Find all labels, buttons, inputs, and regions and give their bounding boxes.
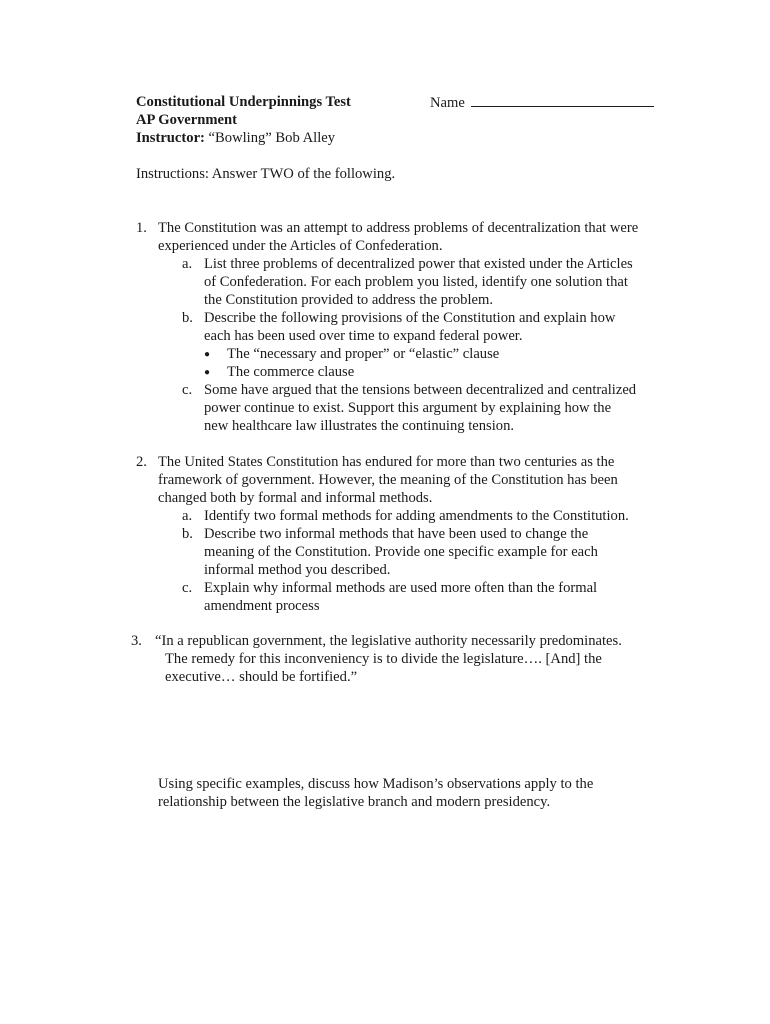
part-text-line: List three problems of decentralized power that existed under the Articles xyxy=(204,256,633,272)
part-text-line: of Confederation. For each problem you listed, identify one solution that xyxy=(204,274,628,290)
question-text-line: The United States Constitution has endured for more than two centuries as the xyxy=(158,454,615,470)
instructions: Instructions: Answer TWO of the following. xyxy=(136,166,396,182)
name-label: Name xyxy=(430,95,465,111)
part-text-line: Explain why informal methods are used more often than the formal xyxy=(204,580,598,596)
part-letter: c. xyxy=(182,382,193,398)
part-text-line: new healthcare law illustrates the continuing tension. xyxy=(204,418,515,434)
part-letter: b. xyxy=(182,310,193,326)
question-text-line: experienced under the Articles of Confederation. xyxy=(158,238,443,254)
course-name: AP Government xyxy=(136,112,237,128)
part-text-line: amendment process xyxy=(204,598,320,614)
part-letter: c. xyxy=(182,580,193,596)
part-text-line: power continue to exist. Support this argument by explaining how the xyxy=(204,400,612,416)
name-field[interactable] xyxy=(430,93,654,112)
question-text-line: changed both by formal and informal methods. xyxy=(158,490,433,506)
question-number: 1. xyxy=(136,220,147,236)
question-number: 2. xyxy=(136,454,147,470)
part-text-line: meaning of the Constitution. Provide one specific example for each xyxy=(204,544,598,560)
quote-line: executive… should be fortified.” xyxy=(165,669,358,685)
part-text-line: informal method you described. xyxy=(204,562,391,578)
bullet-icon: ● xyxy=(204,367,211,378)
instructor-name: “Bowling” Bob Alley xyxy=(204,130,336,146)
question-text-line: The Constitution was an attempt to address problems of decentralization that were xyxy=(158,220,639,236)
bullet-icon: ● xyxy=(204,349,211,360)
prompt-line: Using specific examples, discuss how Madison’s observations apply to the xyxy=(158,776,594,792)
part-letter: b. xyxy=(182,526,193,542)
part-text-line: Describe two informal methods that have been used to change the xyxy=(204,526,589,542)
quote-line: The remedy for this inconveniency is to divide the legislature…. [And] the xyxy=(165,651,602,667)
part-text-line: each has been used over time to expand federal power. xyxy=(204,328,523,344)
question-text-line: framework of government. However, the meaning of the Constitution has been xyxy=(158,472,618,488)
part-text-line: Some have argued that the tensions between decentralized and centralized xyxy=(204,382,637,398)
prompt-line: relationship between the legislative branch and modern presidency. xyxy=(158,794,551,810)
test-title: Constitutional Underpinnings Test xyxy=(136,94,351,110)
part-text-line: Describe the following provisions of the Constitution and explain how xyxy=(204,310,616,326)
part-text-line: Identify two formal methods for adding amendments to the Constitution. xyxy=(204,508,629,524)
bullet-text: The commerce clause xyxy=(227,364,355,380)
bullet-text: The “necessary and proper” or “elastic” clause xyxy=(227,346,500,362)
part-text-line: the Constitution provided to address the problem. xyxy=(204,292,493,308)
part-letter: a. xyxy=(182,256,193,272)
part-letter: a. xyxy=(182,508,193,524)
quote-line: “In a republican government, the legislative authority necessarily predominates. xyxy=(155,633,622,649)
question-number: 3. xyxy=(131,633,142,649)
name-blank-line[interactable] xyxy=(471,93,654,107)
instructor-line xyxy=(136,129,335,147)
instructor-label: Instructor: xyxy=(136,130,205,146)
